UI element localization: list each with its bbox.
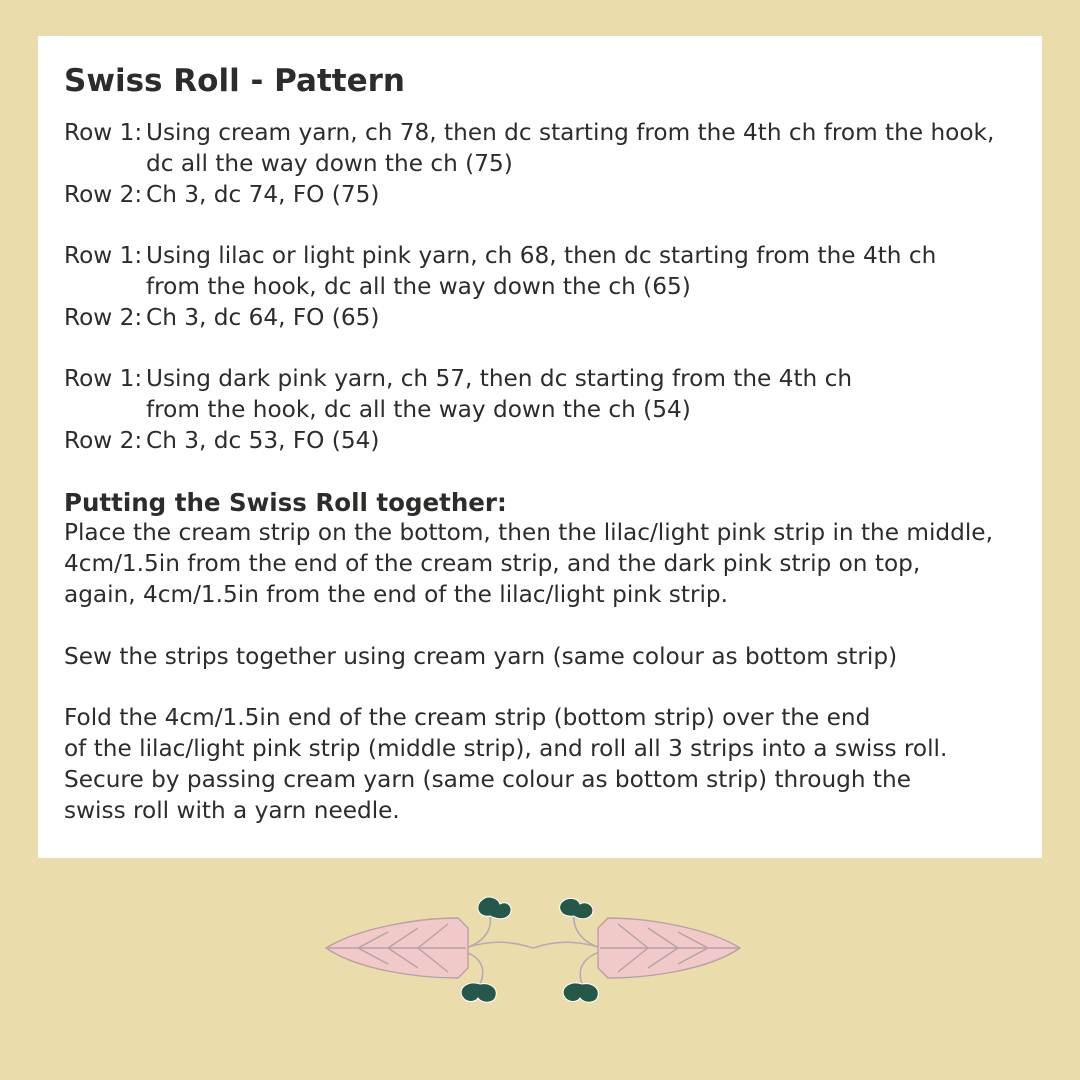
pattern-row <box>64 118 1036 180</box>
assembly-line: Fold the 4cm/1.5in end of the cream strip (bottom strip) over the end <box>64 704 871 732</box>
row-instruction-line: Using cream yarn, ch 78, then dc starting from the 4th ch from the hook, <box>146 119 995 146</box>
row-label: Row 2: <box>64 180 143 208</box>
pattern-row <box>64 180 1036 211</box>
row-instruction-line: from the hook, dc all the way down the ch (54) <box>146 396 691 424</box>
right-pink-leaf <box>598 918 740 978</box>
row-instruction-line: Using dark pink yarn, ch 57, then dc starting from the 4th ch <box>146 365 853 393</box>
leaf-and-ivy-divider-icon <box>318 888 748 1018</box>
row-instruction-line: dc all the way down the ch (75) <box>146 149 513 177</box>
pattern-row <box>64 426 1036 457</box>
assembly-paragraph <box>64 518 1036 610</box>
spacer <box>64 611 1036 642</box>
row-label: Row 2: <box>64 303 143 331</box>
assembly-line: Sew the strips together using cream yarn (same colour as bottom strip) <box>64 642 898 670</box>
assembly-line: of the lilac/light pink strip (middle strip), and roll all 3 strips into a swiss roll. <box>64 734 948 762</box>
ivy-leaf-bottom-left <box>461 983 496 1002</box>
row-instruction-line: Ch 3, dc 74, FO (75) <box>146 180 380 208</box>
row-label: Row 1: <box>64 365 143 393</box>
pattern-row <box>64 364 1036 426</box>
row-instruction-line: Ch 3, dc 64, FO (65) <box>146 303 380 331</box>
assembly-heading: Putting the Swiss Roll together: <box>64 487 507 517</box>
ivy-leaf-top-left <box>478 897 511 919</box>
row-instruction-line: Ch 3, dc 53, FO (54) <box>146 426 380 454</box>
assembly-paragraph <box>64 642 1036 673</box>
assembly-line: 4cm/1.5in from the end of the cream strip, and the dark pink strip on top, <box>64 550 921 578</box>
row-instruction-line: Using lilac or light pink yarn, ch 68, then dc starting from the 4th ch <box>146 242 937 270</box>
spacer <box>64 457 1036 488</box>
left-pink-leaf <box>326 918 468 978</box>
spacer <box>64 334 1036 365</box>
pattern-row <box>64 303 1036 334</box>
ivy-leaf-bottom-right <box>563 983 598 1002</box>
row-instruction-line: from the hook, dc all the way down the ch (65) <box>146 272 691 300</box>
assembly-line: Secure by passing cream yarn (same colour as bottom strip) through the <box>64 765 911 793</box>
page-title: Swiss Roll - Pattern <box>64 63 405 99</box>
row-label: Row 1: <box>64 242 143 270</box>
row-label: Row 1: <box>64 119 143 146</box>
assembly-line: swiss roll with a yarn needle. <box>64 796 400 824</box>
spacer <box>64 672 1036 703</box>
pattern-content <box>64 118 1036 826</box>
stem-lines <box>458 916 608 984</box>
assembly-line: again, 4cm/1.5in from the end of the lilac/light pink strip. <box>64 580 729 608</box>
assembly-line: Place the cream strip on the bottom, then the lilac/light pink strip in the middle, <box>64 519 993 547</box>
pattern-row <box>64 241 1036 303</box>
spacer <box>64 210 1036 241</box>
ivy-leaf-top-right <box>560 898 593 918</box>
row-label: Row 2: <box>64 426 143 454</box>
assembly-paragraph <box>64 703 1036 826</box>
